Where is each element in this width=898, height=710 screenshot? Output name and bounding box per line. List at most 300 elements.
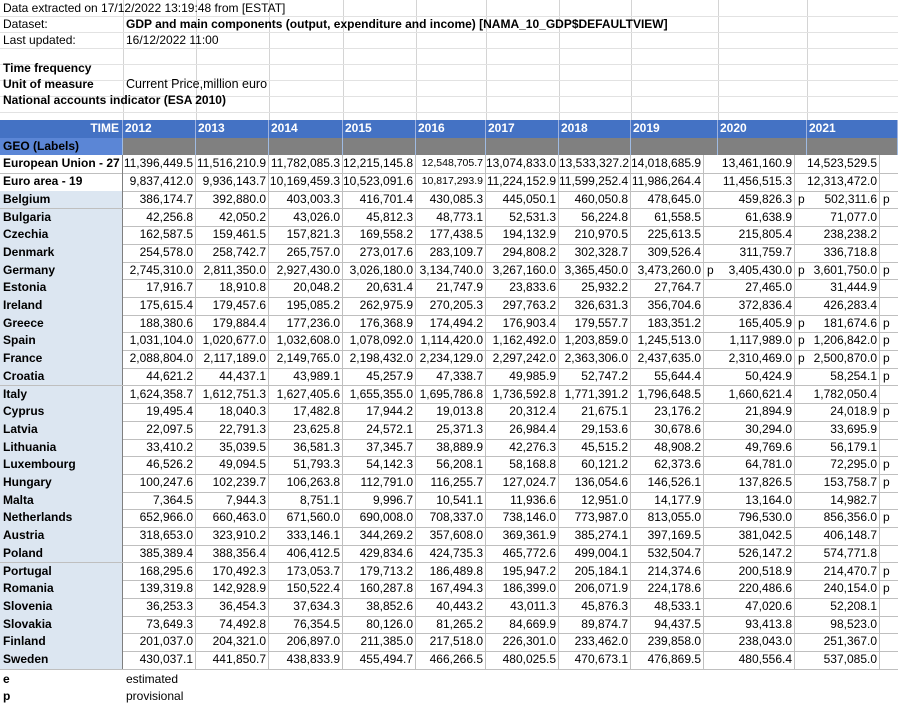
value-cell: 10,523,091.6 — [343, 173, 416, 191]
value-cell: 426,283.4 — [807, 297, 880, 315]
time-header-label: TIME — [0, 120, 123, 138]
year-header-cell: 2016 — [416, 120, 486, 138]
value-cell: 671,560.0 — [269, 509, 343, 527]
value-cell: 206,071.9 — [559, 580, 631, 598]
value-cell: 1,245,513.0 — [631, 332, 704, 350]
geo-label-cell: Luxembourg — [0, 456, 123, 474]
value-cell: 470,673.1 — [559, 651, 631, 669]
geo-header-fill — [718, 138, 807, 156]
flag-cell — [880, 545, 898, 563]
value-cell: 35,039.5 — [196, 439, 269, 457]
geo-header-fill — [416, 138, 486, 156]
table-row — [0, 580, 898, 599]
flag-cell — [704, 315, 718, 333]
value-cell: 388,356.4 — [196, 545, 269, 563]
value-cell: 11,396,449.5 — [123, 155, 196, 173]
value-cell: 23,833.6 — [486, 279, 559, 297]
value-cell: 224,178.6 — [631, 580, 704, 598]
geo-label-cell: Romania — [0, 580, 123, 598]
flag-cell — [795, 439, 807, 457]
value-cell: 150,522.4 — [269, 580, 343, 598]
value-cell: 238,043.0 — [718, 633, 795, 651]
flag-cell: p — [883, 404, 890, 419]
value-cell: 13,074,833.0 — [486, 155, 559, 173]
value-cell: 211,385.0 — [343, 633, 416, 651]
value-cell: 357,608.0 — [416, 527, 486, 545]
value-cell: 3,473,260.0 — [631, 262, 704, 280]
table-row — [0, 616, 898, 635]
value-cell: 424,735.3 — [416, 545, 486, 563]
flag-cell — [704, 403, 718, 421]
flag-cell — [795, 563, 807, 581]
value-cell: 502,311.6 — [807, 191, 880, 209]
value-cell: 52,208.1 — [807, 598, 880, 616]
table-row — [0, 421, 898, 440]
geo-label-cell: Slovenia — [0, 598, 123, 616]
flag-cell — [704, 332, 718, 350]
value-cell: 29,153.6 — [559, 421, 631, 439]
value-cell: 21,894.9 — [718, 403, 795, 421]
value-cell: 214,470.7 — [807, 563, 880, 581]
value-cell: 1,206,842.0 — [807, 332, 880, 350]
table-row — [0, 368, 898, 387]
value-cell: 476,869.5 — [631, 651, 704, 669]
geo-label-cell: Euro area - 19 — [0, 173, 123, 191]
value-cell: 2,310,469.0 — [718, 350, 795, 368]
extraction-info: Data extracted on 17/12/2022 13:19:48 from [ESTAT] — [3, 1, 286, 15]
value-cell: 55,644.4 — [631, 368, 704, 386]
value-cell: 406,412.5 — [269, 545, 343, 563]
flag-cell: p — [883, 368, 890, 383]
value-cell: 42,276.3 — [486, 439, 559, 457]
flag-cell: p — [883, 475, 890, 489]
value-cell: 174,494.2 — [416, 315, 486, 333]
value-cell: 45,515.2 — [559, 439, 631, 457]
value-cell: 403,003.3 — [269, 191, 343, 209]
flag-cell: p — [883, 191, 890, 206]
value-cell: 2,117,189.0 — [196, 350, 269, 368]
value-cell: 2,234,129.0 — [416, 350, 486, 368]
value-cell: 466,266.5 — [416, 651, 486, 669]
flag-cell — [704, 279, 718, 297]
value-cell: 30,294.0 — [718, 421, 795, 439]
value-cell: 12,215,145.8 — [343, 155, 416, 173]
value-cell: 56,224.8 — [559, 209, 631, 227]
value-cell: 195,947.2 — [486, 563, 559, 581]
year-header-row — [0, 120, 898, 138]
value-cell: 51,793.3 — [269, 456, 343, 474]
flag-cell — [795, 226, 807, 244]
value-cell: 1,736,592.8 — [486, 386, 559, 404]
value-cell: 24,572.1 — [343, 421, 416, 439]
value-cell: 813,055.0 — [631, 509, 704, 527]
value-cell: 416,701.4 — [343, 191, 416, 209]
value-cell: 73,649.3 — [123, 616, 196, 634]
value-cell: 142,928.9 — [196, 580, 269, 598]
table-row — [0, 191, 898, 210]
value-cell: 381,042.5 — [718, 527, 795, 545]
value-cell: 167,494.3 — [416, 580, 486, 598]
value-cell: 25,371.3 — [416, 421, 486, 439]
value-cell: 12,548,705.7 — [416, 155, 486, 173]
value-cell: 62,373.6 — [631, 456, 704, 474]
flag-cell: p — [883, 563, 890, 578]
value-cell: 159,461.5 — [196, 226, 269, 244]
value-cell: 480,556.4 — [718, 651, 795, 669]
value-cell: 372,836.4 — [718, 297, 795, 315]
value-cell: 1,117,989.0 — [718, 332, 795, 350]
value-cell: 76,354.5 — [269, 616, 343, 634]
value-cell: 26,984.4 — [486, 421, 559, 439]
flag-cell — [880, 173, 898, 191]
table-row — [0, 509, 898, 528]
value-cell: 465,772.6 — [486, 545, 559, 563]
value-cell: 1,655,355.0 — [343, 386, 416, 404]
value-cell: 225,613.5 — [631, 226, 704, 244]
flag-cell: p — [883, 510, 890, 525]
flag-cell — [795, 368, 807, 386]
value-cell: 205,184.1 — [559, 563, 631, 581]
value-cell: 45,876.3 — [559, 598, 631, 616]
value-cell: 48,533.1 — [631, 598, 704, 616]
value-cell: 369,361.9 — [486, 527, 559, 545]
flag-cell — [880, 279, 898, 297]
value-cell: 20,631.4 — [343, 279, 416, 297]
flag-cell — [704, 368, 718, 386]
value-cell: 36,253.3 — [123, 598, 196, 616]
value-cell: 47,338.7 — [416, 368, 486, 386]
value-cell: 48,908.2 — [631, 439, 704, 457]
value-cell: 204,321.0 — [196, 633, 269, 651]
flag-cell — [795, 527, 807, 545]
value-cell: 33,410.2 — [123, 439, 196, 457]
flag-cell: p — [798, 191, 805, 206]
value-cell: 27,465.0 — [718, 279, 795, 297]
value-cell: 238,238.2 — [807, 226, 880, 244]
value-cell: 165,405.9 — [718, 315, 795, 333]
value-cell: 169,558.2 — [343, 226, 416, 244]
value-cell: 386,174.7 — [123, 191, 196, 209]
geo-header-row — [0, 138, 898, 156]
value-cell: 10,817,293.9 — [416, 173, 486, 191]
value-cell: 441,850.7 — [196, 651, 269, 669]
value-cell: 499,004.1 — [559, 545, 631, 563]
legend-code: e — [3, 671, 10, 686]
value-cell: 40,443.2 — [416, 598, 486, 616]
value-cell: 214,374.6 — [631, 563, 704, 581]
flag-cell — [704, 226, 718, 244]
value-cell: 14,982.7 — [807, 492, 880, 510]
value-cell: 61,558.5 — [631, 209, 704, 227]
value-cell: 20,048.2 — [269, 279, 343, 297]
flag-cell — [704, 350, 718, 368]
flag-cell — [704, 509, 718, 527]
value-cell: 160,287.8 — [343, 580, 416, 598]
value-cell: 9,996.7 — [343, 492, 416, 510]
table-row — [0, 651, 898, 670]
value-cell: 17,944.2 — [343, 403, 416, 421]
value-cell: 36,454.3 — [196, 598, 269, 616]
value-cell: 10,541.1 — [416, 492, 486, 510]
flag-cell — [795, 155, 807, 173]
value-cell: 175,615.4 — [123, 297, 196, 315]
geo-label-cell: Czechia — [0, 226, 123, 244]
value-cell: 61,638.9 — [718, 209, 795, 227]
geo-label-cell: Sweden — [0, 651, 123, 669]
value-cell: 1,624,358.7 — [123, 386, 196, 404]
value-cell: 13,533,327.2 — [559, 155, 631, 173]
geo-header-fill — [269, 138, 343, 156]
flag-cell: p — [707, 262, 714, 277]
value-cell: 532,504.7 — [631, 545, 704, 563]
flag-cell — [704, 386, 718, 404]
value-cell: 89,874.7 — [559, 616, 631, 634]
value-cell: 3,134,740.0 — [416, 262, 486, 280]
geo-header-fill — [807, 138, 898, 156]
table-row — [0, 492, 898, 511]
value-cell: 43,026.0 — [269, 209, 343, 227]
value-cell: 56,179.1 — [807, 439, 880, 457]
time-frequency-label: Time frequency — [3, 61, 92, 75]
flag-cell — [795, 545, 807, 563]
year-header-cell: 2021 — [807, 120, 898, 138]
flag-cell — [795, 386, 807, 404]
geo-label-cell: Poland — [0, 545, 123, 563]
dataset-label: Dataset: — [3, 17, 48, 31]
value-cell: 54,142.3 — [343, 456, 416, 474]
value-cell: 273,017.6 — [343, 244, 416, 262]
value-cell: 2,149,765.0 — [269, 350, 343, 368]
table-row — [0, 226, 898, 245]
value-cell: 265,757.0 — [269, 244, 343, 262]
value-cell: 2,198,432.0 — [343, 350, 416, 368]
value-cell: 429,834.6 — [343, 545, 416, 563]
value-cell: 186,489.8 — [416, 563, 486, 581]
flag-cell — [704, 191, 718, 209]
value-cell: 10,169,459.3 — [269, 173, 343, 191]
flag-cell — [795, 421, 807, 439]
geo-label-cell: Italy — [0, 386, 123, 404]
flag-cell: p — [883, 333, 890, 348]
value-cell: 177,438.5 — [416, 226, 486, 244]
value-cell: 9,837,412.0 — [123, 173, 196, 191]
value-cell: 33,695.9 — [807, 421, 880, 439]
flag-cell — [704, 616, 718, 634]
flag-cell — [704, 563, 718, 581]
value-cell: 43,011.3 — [486, 598, 559, 616]
flag-cell — [880, 651, 898, 669]
value-cell: 13,164.0 — [718, 492, 795, 510]
flag-cell — [795, 209, 807, 227]
value-cell: 283,109.7 — [416, 244, 486, 262]
flag-cell — [704, 244, 718, 262]
value-cell: 37,634.3 — [269, 598, 343, 616]
geo-label-cell: Hungary — [0, 474, 123, 492]
value-cell: 11,456,515.3 — [718, 173, 795, 191]
value-cell: 60,121.2 — [559, 456, 631, 474]
value-cell: 3,601,750.0 — [807, 262, 880, 280]
value-cell: 81,265.2 — [416, 616, 486, 634]
value-cell: 206,897.0 — [269, 633, 343, 651]
flag-cell — [795, 633, 807, 651]
value-cell: 170,492.3 — [196, 563, 269, 581]
table-row — [0, 545, 898, 564]
value-cell: 3,405,430.0 — [718, 262, 795, 280]
flag-cell — [704, 474, 718, 492]
value-cell: 1,078,092.0 — [343, 332, 416, 350]
value-cell: 137,826.5 — [718, 474, 795, 492]
flag-cell — [880, 598, 898, 616]
table-row — [0, 527, 898, 546]
table-row — [0, 598, 898, 617]
value-cell: 392,880.0 — [196, 191, 269, 209]
value-cell: 186,399.0 — [486, 580, 559, 598]
geo-label-cell: Bulgaria — [0, 209, 123, 227]
value-cell: 112,791.0 — [343, 474, 416, 492]
table-row — [0, 297, 898, 316]
flag-cell — [795, 580, 807, 598]
value-cell: 52,531.3 — [486, 209, 559, 227]
flag-cell — [704, 598, 718, 616]
flag-cell — [704, 439, 718, 457]
value-cell: 173,053.7 — [269, 563, 343, 581]
geo-label-cell: Finland — [0, 633, 123, 651]
value-cell: 21,747.9 — [416, 279, 486, 297]
legend-code: p — [3, 688, 11, 703]
value-cell: 42,256.8 — [123, 209, 196, 227]
last-updated-value: 16/12/2022 11:00 — [126, 33, 219, 47]
value-cell: 240,154.0 — [807, 580, 880, 598]
value-cell: 3,267,160.0 — [486, 262, 559, 280]
year-header-cell: 2014 — [269, 120, 343, 138]
indicator-label: National accounts indicator (ESA 2010) — [3, 93, 226, 107]
table-row — [0, 439, 898, 458]
flag-cell — [704, 651, 718, 669]
value-cell: 12,951.0 — [559, 492, 631, 510]
table-row — [0, 456, 898, 475]
table-row — [0, 403, 898, 422]
flag-cell — [880, 226, 898, 244]
value-cell: 23,176.2 — [631, 403, 704, 421]
value-cell: 1,660,621.4 — [718, 386, 795, 404]
value-cell: 116,255.7 — [416, 474, 486, 492]
value-cell: 478,645.0 — [631, 191, 704, 209]
value-cell: 1,114,420.0 — [416, 332, 486, 350]
value-cell: 127,024.7 — [486, 474, 559, 492]
geo-label-cell: Croatia — [0, 368, 123, 386]
year-header-cell: 2012 — [123, 120, 196, 138]
flag-cell — [795, 244, 807, 262]
value-cell: 49,094.5 — [196, 456, 269, 474]
value-cell: 239,858.0 — [631, 633, 704, 651]
table-row — [0, 209, 898, 228]
flag-cell — [880, 492, 898, 510]
value-cell: 195,085.2 — [269, 297, 343, 315]
value-cell: 323,910.2 — [196, 527, 269, 545]
flag-cell: p — [798, 351, 805, 366]
table-row — [0, 633, 898, 652]
value-cell: 215,805.4 — [718, 226, 795, 244]
year-header-cell: 2017 — [486, 120, 559, 138]
value-cell: 1,627,405.6 — [269, 386, 343, 404]
value-cell: 37,345.7 — [343, 439, 416, 457]
value-cell: 270,205.3 — [416, 297, 486, 315]
value-cell: 106,263.8 — [269, 474, 343, 492]
value-cell: 146,526.1 — [631, 474, 704, 492]
flag-cell — [795, 616, 807, 634]
value-cell: 71,077.0 — [807, 209, 880, 227]
value-cell: 102,239.7 — [196, 474, 269, 492]
flag-cell — [795, 474, 807, 492]
value-cell: 226,301.0 — [486, 633, 559, 651]
flag-cell — [880, 209, 898, 227]
year-header-cell: 2018 — [559, 120, 631, 138]
value-cell: 773,987.0 — [559, 509, 631, 527]
value-cell: 459,826.3 — [718, 191, 795, 209]
geo-header-fill — [486, 138, 559, 156]
value-cell: 46,526.2 — [123, 456, 196, 474]
value-cell: 201,037.0 — [123, 633, 196, 651]
table-row — [0, 279, 898, 298]
flag-cell: p — [883, 351, 890, 366]
value-cell: 139,319.8 — [123, 580, 196, 598]
geo-label-cell: Estonia — [0, 279, 123, 297]
geo-label-cell: Portugal — [0, 563, 123, 581]
value-cell: 72,295.0 — [807, 456, 880, 474]
value-cell: 537,085.0 — [807, 651, 880, 669]
dataset-value: GDP and main components (output, expenditure and income) [NAMA_10_GDP$DEFAULTVIEW] — [126, 17, 668, 31]
value-cell: 7,364.5 — [123, 492, 196, 510]
last-updated-label: Last updated: — [3, 33, 76, 47]
flag-cell — [880, 244, 898, 262]
value-cell: 179,457.6 — [196, 297, 269, 315]
value-cell: 153,758.7 — [807, 474, 880, 492]
geo-label-cell: Denmark — [0, 244, 123, 262]
table-row — [0, 332, 898, 351]
value-cell: 188,380.6 — [123, 315, 196, 333]
value-cell: 297,763.2 — [486, 297, 559, 315]
value-cell: 49,985.9 — [486, 368, 559, 386]
value-cell: 233,462.0 — [559, 633, 631, 651]
value-cell: 84,669.9 — [486, 616, 559, 634]
table-row — [0, 155, 898, 174]
value-cell: 1,020,677.0 — [196, 332, 269, 350]
value-cell: 690,008.0 — [343, 509, 416, 527]
value-cell: 1,612,751.3 — [196, 386, 269, 404]
flag-cell — [704, 297, 718, 315]
value-cell: 179,713.2 — [343, 563, 416, 581]
value-cell: 11,516,210.9 — [196, 155, 269, 173]
value-cell: 45,812.3 — [343, 209, 416, 227]
value-cell: 8,751.1 — [269, 492, 343, 510]
value-cell: 168,295.6 — [123, 563, 196, 581]
value-cell: 38,889.9 — [416, 439, 486, 457]
value-cell: 80,126.0 — [343, 616, 416, 634]
flag-cell — [795, 651, 807, 669]
legend-row — [0, 688, 898, 704]
flag-cell: p — [798, 333, 805, 348]
flag-cell — [880, 155, 898, 173]
value-cell: 52,747.2 — [559, 368, 631, 386]
value-cell: 176,368.9 — [343, 315, 416, 333]
value-cell: 14,523,529.5 — [807, 155, 880, 173]
flag-cell — [704, 527, 718, 545]
legend-text: estimated — [126, 671, 179, 686]
value-cell: 11,986,264.4 — [631, 173, 704, 191]
value-cell: 397,169.5 — [631, 527, 704, 545]
value-cell: 7,944.3 — [196, 492, 269, 510]
value-cell: 48,773.1 — [416, 209, 486, 227]
